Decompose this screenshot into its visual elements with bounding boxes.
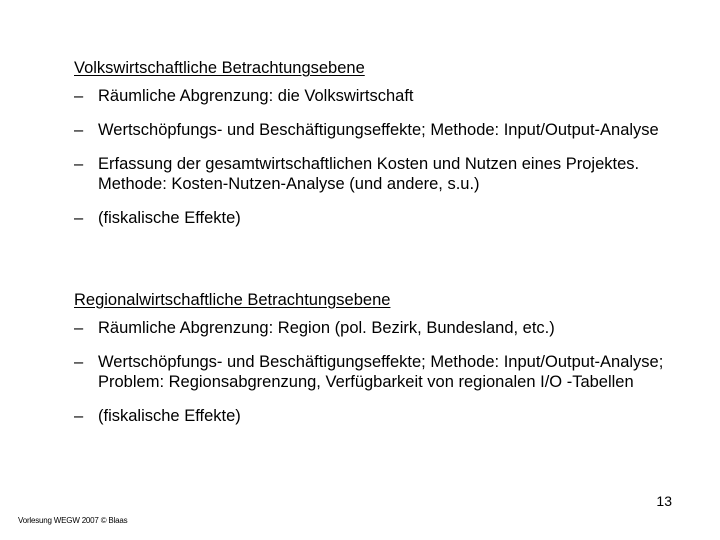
- section-volkswirtschaftlich: [74, 58, 694, 242]
- bullet-item: [74, 86, 694, 106]
- dash-marker: –: [74, 319, 84, 337]
- page-number: 13: [656, 493, 672, 509]
- bullet-text: Erfassung der gesamtwirtschaftlichen Kosten und Nutzen eines Projektes. Methode: Kosten-Nutzen-Analyse (und andere, s.u.): [98, 155, 640, 193]
- section-heading: Regionalwirtschaftliche Betrachtungsebene: [74, 291, 391, 309]
- bullet-text: Wertschöpfungs- und Beschäftigungseffekte; Methode: Input/Output-Analyse: [98, 121, 659, 139]
- bullet-item: [74, 120, 694, 140]
- section-regionalwirtschaftlich: [74, 290, 694, 440]
- bullet-text: Räumliche Abgrenzung: Region (pol. Bezirk, Bundesland, etc.): [98, 319, 555, 337]
- bullet-text: (fiskalische Effekte): [98, 209, 241, 227]
- dash-marker: –: [74, 407, 84, 425]
- bullet-item: [74, 318, 694, 338]
- dash-marker: –: [74, 353, 84, 371]
- bullet-item: [74, 352, 694, 392]
- dash-marker: –: [74, 121, 84, 139]
- bullet-text: (fiskalische Effekte): [98, 407, 241, 425]
- bullet-item: [74, 208, 694, 228]
- bullet-text: Räumliche Abgrenzung: die Volkswirtschaft: [98, 87, 414, 105]
- dash-marker: –: [74, 155, 84, 173]
- bullet-list: [74, 86, 694, 228]
- dash-marker: –: [74, 209, 84, 227]
- bullet-item: [74, 154, 694, 194]
- footer-credit: Vorlesung WEGW 2007 © Blaas: [18, 516, 128, 525]
- dash-marker: –: [74, 87, 84, 105]
- bullet-list: [74, 318, 694, 426]
- bullet-text: Wertschöpfungs- und Beschäftigungseffekte; Methode: Input/Output-Analyse; Problem: Regionsabgrenzung, Verfügbarkeit von regionalen I/O -Tabellen: [98, 353, 664, 391]
- bullet-item: [74, 406, 694, 426]
- section-heading: Volkswirtschaftliche Betrachtungsebene: [74, 59, 365, 77]
